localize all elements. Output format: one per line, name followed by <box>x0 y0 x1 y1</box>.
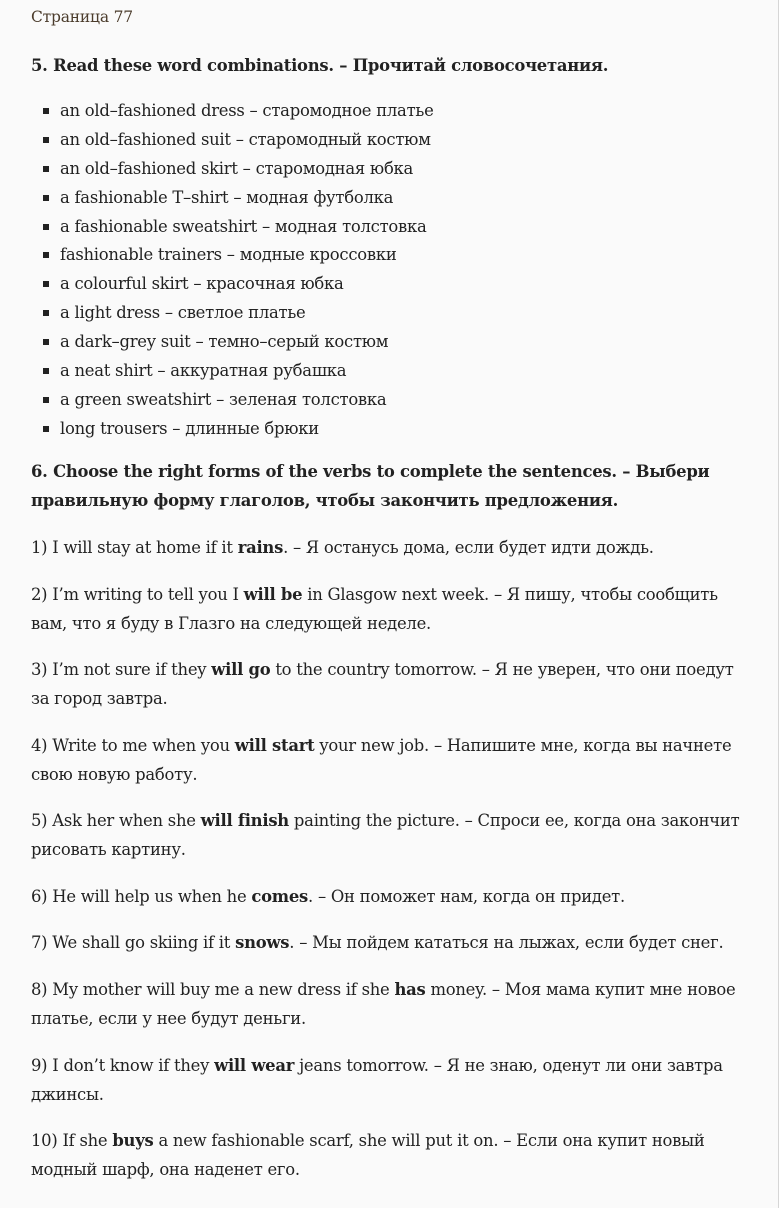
sentence-after: . – Он поможет нам, когда он придет. <box>308 887 625 906</box>
bullet-square-icon <box>43 224 49 230</box>
sentence-item <box>31 1051 753 1109</box>
list-item-text: a fashionable sweatshirt – модная толстовка <box>60 216 427 236</box>
exercise-6-title: 6. Choose the right forms of the verbs to complete the sentences. – Выбери правильную форму глаголов, чтобы закончить предложения. <box>31 462 710 510</box>
list-item <box>31 126 434 155</box>
list-item-text: a dark–grey suit – темно–серый костюм <box>60 332 389 352</box>
list-item <box>31 155 434 184</box>
sentence-before: 2) I’m writing to tell you I <box>31 585 244 604</box>
bullet-square-icon <box>43 368 49 374</box>
list-item <box>31 241 434 270</box>
list-item-text: a colourful skirt – красочная юбка <box>60 274 344 294</box>
sentence-after: your new job. – Напишите мне, когда вы начнете свою новую работу. <box>31 736 732 784</box>
exercise-5-title: 5. Read these word combinations. – Прочитай словосочетания. <box>31 56 609 75</box>
list-item <box>31 357 434 386</box>
bullet-square-icon <box>43 166 49 172</box>
sentence-before: 7) We shall go skiing if it <box>31 933 236 952</box>
list-item <box>31 386 434 415</box>
sentence-after: painting the picture. – Спроси ее, когда она закончит рисовать картину. <box>31 811 740 859</box>
sentence-before: 8) My mother will buy me a new dress if she <box>31 980 395 999</box>
sentence-before: 4) Write to me when you <box>31 736 235 755</box>
sentence-before: 1) I will stay at home if it <box>31 538 238 557</box>
sentence-item <box>31 806 753 864</box>
sentence-after: . – Мы пойдем кататься на лыжах, если будет снег. <box>289 933 724 952</box>
list-item <box>31 270 434 299</box>
list-item <box>31 213 434 242</box>
bullet-square-icon <box>43 281 49 287</box>
list-item-text: long trousers – длинные брюки <box>60 418 319 438</box>
bullet-square-icon <box>43 195 49 201</box>
list-item <box>31 97 434 126</box>
list-item <box>31 299 434 328</box>
bullet-square-icon <box>43 426 49 432</box>
sentence-item <box>31 580 753 638</box>
list-item <box>31 184 434 213</box>
bullet-square-icon <box>43 397 49 403</box>
bullet-square-icon <box>43 137 49 143</box>
verb-answer: will go <box>211 660 271 679</box>
word-combinations-list <box>31 97 434 444</box>
list-item-text: fashionable trainers – модные кроссовки <box>60 245 397 265</box>
list-item <box>31 415 434 444</box>
bullet-square-icon <box>43 108 49 114</box>
bullet-square-icon <box>43 339 49 345</box>
verb-answer: will wear <box>214 1056 295 1075</box>
verb-answer: comes <box>251 887 309 906</box>
verb-answer: will finish <box>200 811 289 830</box>
list-item-text: an old–fashioned suit – старомодный костюм <box>60 129 431 149</box>
bullet-square-icon <box>43 310 49 316</box>
verb-answer: will be <box>243 585 303 604</box>
sentence-item <box>31 1126 753 1184</box>
sentence-item <box>31 731 753 789</box>
sentence-item <box>31 533 753 562</box>
sentence-item <box>31 655 753 713</box>
sentence-before: 10) If she <box>31 1131 113 1150</box>
sentence-item <box>31 928 753 957</box>
sentence-after: a new fashionable scarf, she will put it on. – Если она купит новый модный шарф, она наденет его. <box>31 1131 705 1179</box>
verb-answer: buys <box>112 1131 154 1150</box>
sentence-after: money. – Моя мама купит мне новое платье, если у нее будут деньги. <box>31 980 736 1028</box>
sentence-after: jeans tomorrow. – Я не знаю, оденут ли они завтра джинсы. <box>31 1056 723 1104</box>
verb-answer: has <box>394 980 426 999</box>
list-item-text: an old–fashioned dress – старомодное платье <box>60 101 434 120</box>
sentence-before: 9) I don’t know if they <box>31 1056 215 1075</box>
sentence-item <box>31 975 753 1033</box>
list-item-text: a green sweatshirt – зеленая толстовка <box>60 389 387 409</box>
verb-answer: rains <box>237 538 284 557</box>
sentence-after: to the country tomorrow. – Я не уверен, что они поедут за город завтра. <box>31 660 734 708</box>
list-item-text: a neat shirt – аккуратная рубашка <box>60 361 347 381</box>
verb-answer: will start <box>234 736 315 755</box>
list-item-text: an old–fashioned skirt – старомодная юбка <box>60 158 414 178</box>
bullet-square-icon <box>43 252 49 258</box>
sentence-item <box>31 882 753 911</box>
list-item <box>31 328 434 357</box>
page-number-label: Страница 77 <box>31 8 133 26</box>
sentence-before: 6) He will help us when he <box>31 887 252 906</box>
list-item-text: a light dress – светлое платье <box>60 303 306 323</box>
verb-answer: snows <box>235 933 290 952</box>
sentence-before: 5) Ask her when she <box>31 811 201 830</box>
sentence-after: in Glasgow next week. – Я пишу, чтобы сообщить вам, что я буду в Глазго на следующей неделе. <box>31 585 718 633</box>
sentence-after: . – Я останусь дома, если будет идти дождь. <box>283 538 654 557</box>
sentence-before: 3) I’m not sure if they <box>31 660 212 679</box>
list-item-text: a fashionable T–shirt – модная футболка <box>60 187 394 207</box>
